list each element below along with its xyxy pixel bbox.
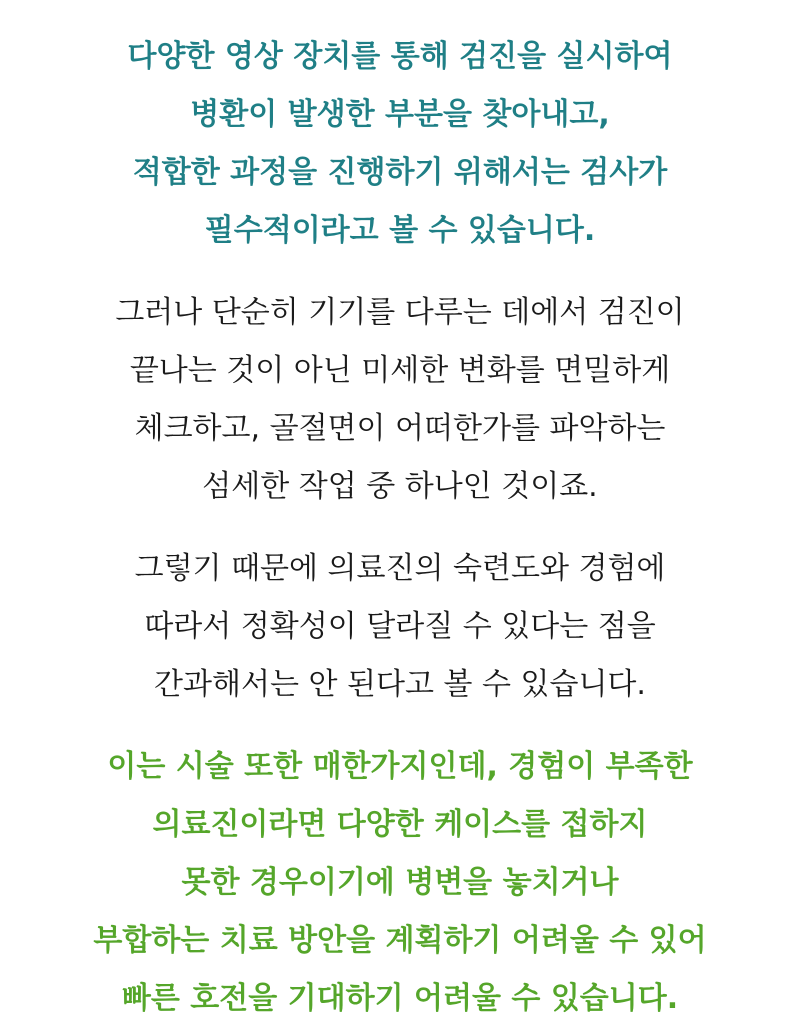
text-line: 섬세한 작업 중 하나인 것이죠.	[202, 469, 598, 504]
text-line: 의료진이라면 다양한 케이스를 접하지	[152, 807, 648, 842]
text-line: 끝나는 것이 아닌 미세한 변화를 면밀하게	[129, 353, 671, 388]
text-line: 이는 시술 또한 매한가지인데, 경험이 부족한	[107, 749, 693, 784]
text-line: 체크하고, 골절면이 어떠한가를 파악하는	[134, 411, 666, 446]
paragraph-exam-intro	[0, 28, 800, 260]
text-line: 못한 경우이기에 병변을 놓치거나	[181, 865, 619, 900]
text-line: 부합하는 치료 방안을 계획하기 어려울 수 있어	[93, 923, 707, 958]
paragraph-detail-work	[0, 284, 800, 516]
text-line: 병환이 발생한 부분을 찾아내고,	[190, 97, 610, 132]
text-line: 따라서 정확성이 달라질 수 있다는 점을	[144, 609, 656, 644]
text-line: 적합한 과정을 진행하기 위해서는 검사가	[132, 155, 668, 190]
text-line: 그렇기 때문에 의료진의 숙련도와 경험에	[134, 551, 666, 586]
text-line: 필수적이라고 볼 수 있습니다.	[204, 213, 596, 248]
paragraph-experience	[0, 540, 800, 714]
text-line: 다양한 영상 장치를 통해 검진을 실시하여	[127, 39, 673, 74]
text-line: 그러나 단순히 기기를 다루는 데에서 검진이	[115, 295, 685, 330]
paragraph-treatment	[0, 738, 800, 1028]
text-line: 빠른 호전을 기대하기 어려울 수 있습니다.	[121, 981, 679, 1016]
text-line: 간과해서는 안 된다고 볼 수 있습니다.	[154, 667, 646, 702]
